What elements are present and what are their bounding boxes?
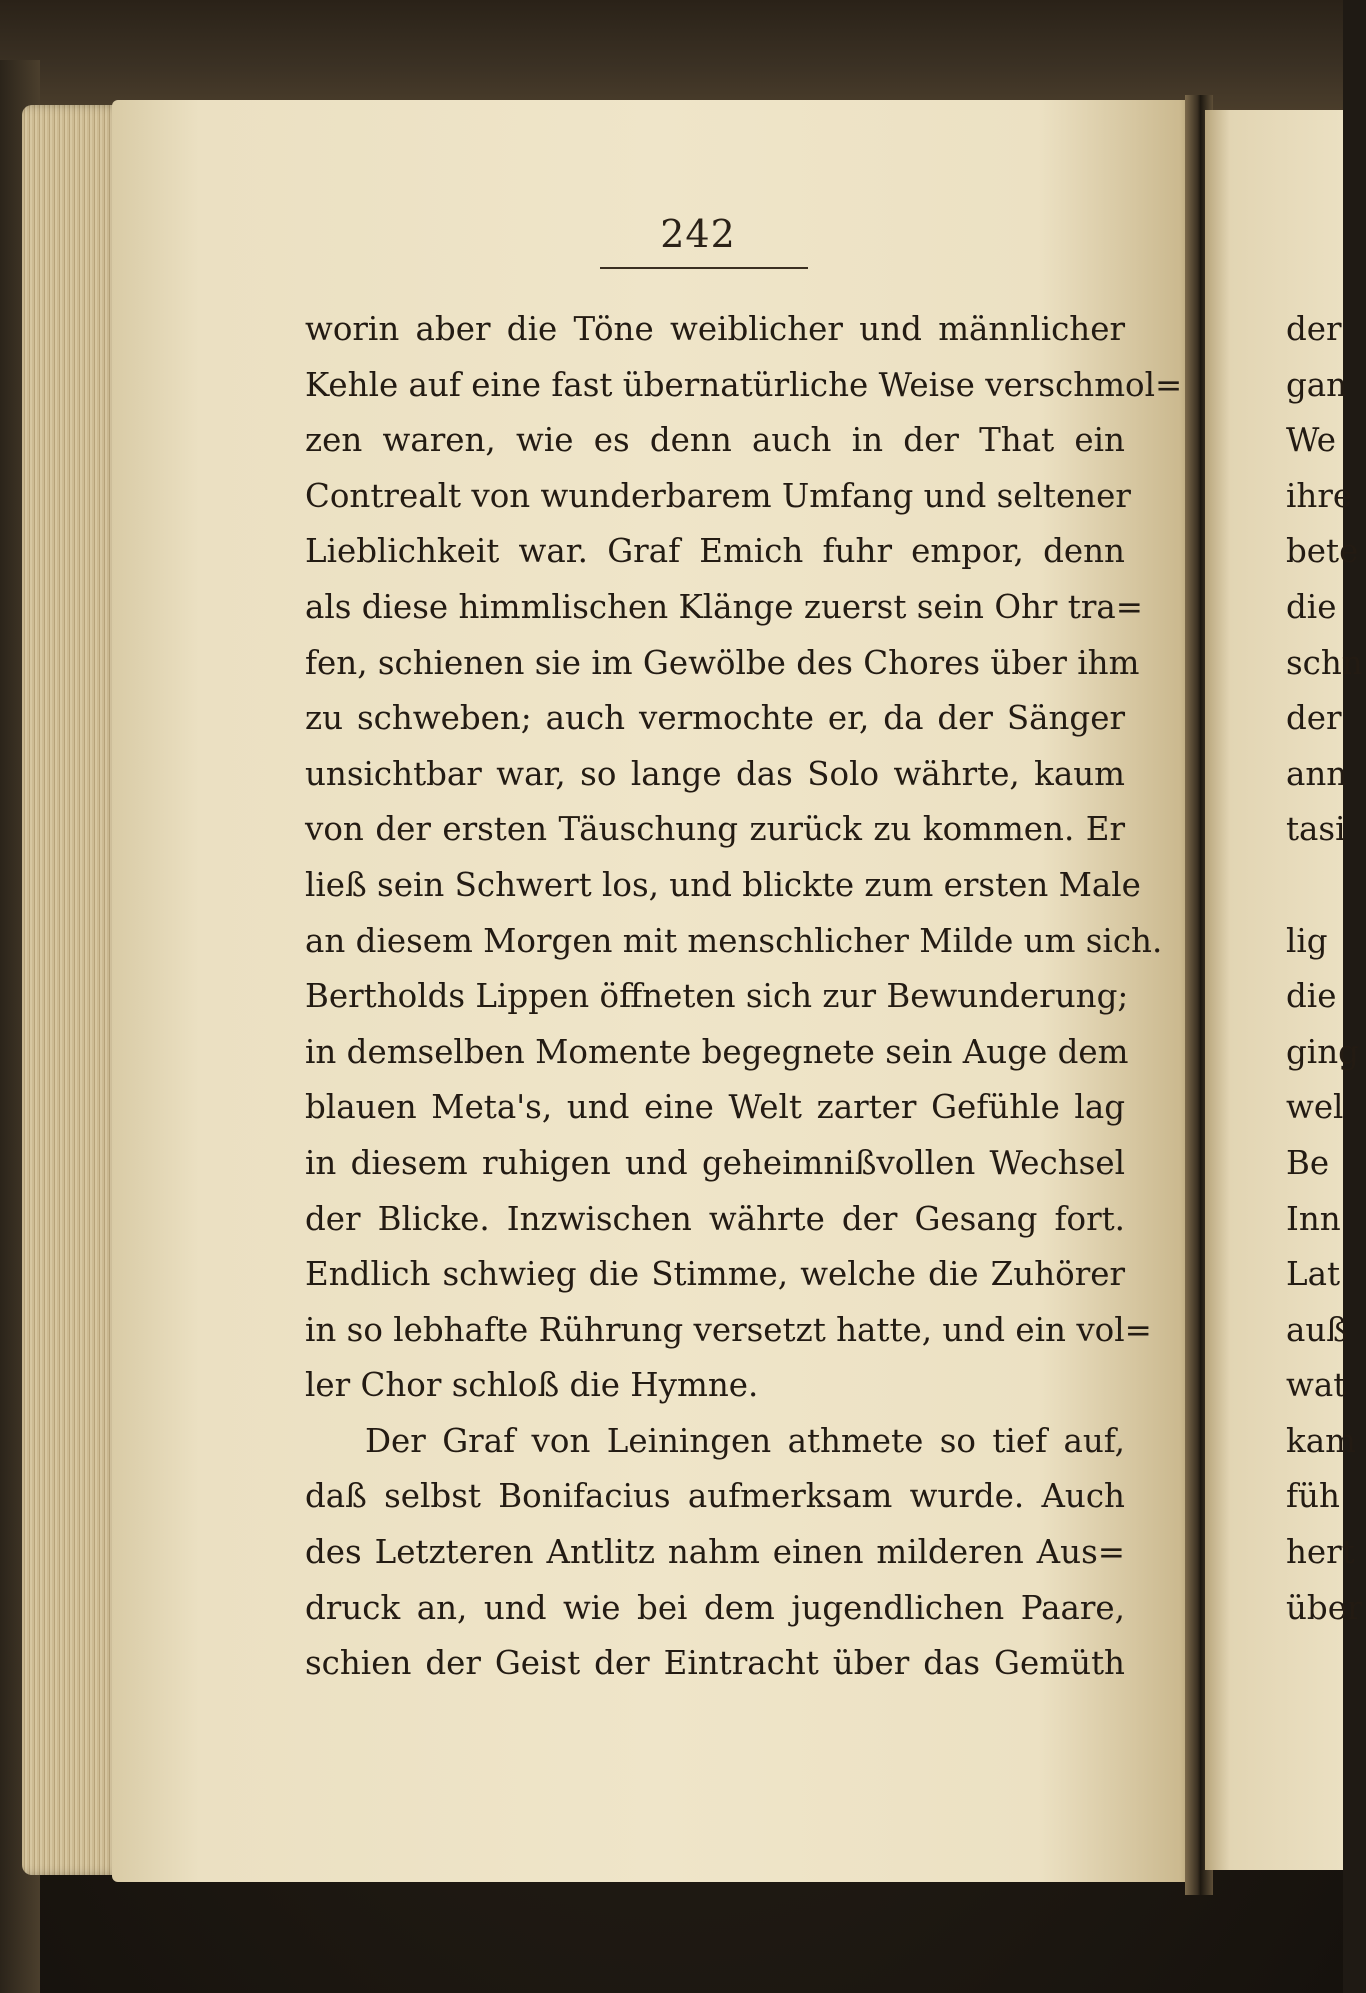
- paragraph-start-line: Der Graf von Leiningen athmete so tief auf,: [365, 1421, 1125, 1460]
- right-fragment: die: [1286, 587, 1337, 626]
- text-line: Bertholds Lippen öffneten sich zur Bewunderung;: [305, 977, 1129, 1016]
- right-fragment: der: [1286, 310, 1342, 348]
- text-line: Contrealt von wunderbarem Umfang und seltener: [305, 476, 1131, 515]
- text-line: fen, schienen sie im Gewölbe des Chores über ihm: [305, 643, 1140, 682]
- right-fragment: schn: [1286, 643, 1363, 682]
- text-line: Kehle auf eine fast übernatürliche Weise verschmol=: [305, 365, 1183, 404]
- right-fragment: Inn: [1286, 1199, 1341, 1238]
- right-fragment: auß: [1286, 1310, 1349, 1349]
- text-line: der Blicke. Inzwischen währte der Gesang fort.: [305, 1199, 1125, 1238]
- header-rule: [600, 267, 808, 269]
- book-cover-top: [0, 0, 1343, 110]
- text-line: in so lebhafte Rührung versetzt hatte, und ein vol=: [305, 1310, 1152, 1349]
- paragraph-end-line: ler Chor schloß die Hymne.: [305, 1366, 759, 1405]
- right-fragment: wel: [1286, 1088, 1344, 1127]
- text-line: Lieblichkeit war. Graf Emich fuhr empor, denn: [305, 532, 1125, 571]
- text-line: unsichtbar war, so lange das Solo währte, kaum: [305, 754, 1125, 793]
- page-stack-edges: [22, 105, 122, 1875]
- text-line: in demselben Momente begegnete sein Auge dem: [305, 1032, 1129, 1071]
- text-line: druck an, und wie bei dem jugendlichen Paare,: [305, 1588, 1125, 1627]
- text-line: worin aber die Töne weiblicher und männlicher: [305, 310, 1125, 348]
- right-fragment: füh: [1286, 1477, 1340, 1516]
- right-fragment: ihre: [1286, 476, 1353, 515]
- text-line: blauen Meta's, und eine Welt zarter Gefühle lag: [305, 1088, 1125, 1127]
- text-line: des Letzteren Antlitz nahm einen milderen Aus=: [305, 1533, 1125, 1572]
- right-fragment: ging: [1286, 1032, 1359, 1071]
- right-fragment: bete: [1286, 532, 1359, 571]
- right-fragment: [1286, 858, 1366, 914]
- right-fragment: über: [1286, 1588, 1363, 1627]
- text-line: an diesem Morgen mit menschlicher Milde um sich.: [305, 921, 1163, 960]
- text-line: in diesem ruhigen und geheimnißvollen Wechsel: [305, 1143, 1125, 1182]
- text-line: schien der Geist der Eintracht über das Gemüth: [305, 1644, 1125, 1683]
- right-fragment: wat: [1286, 1366, 1347, 1405]
- right-fragment: Lat: [1286, 1255, 1341, 1294]
- right-fragment: ann: [1286, 754, 1348, 793]
- text-line: als diese himmlischen Klänge zuerst sein Ohr tra=: [305, 587, 1143, 626]
- text-line: von der ersten Täuschung zurück zu kommen. Er: [305, 810, 1125, 849]
- text-line: Endlich schwieg die Stimme, welche die Zuhörer: [305, 1255, 1125, 1294]
- right-fragment: Be: [1286, 1143, 1330, 1182]
- page-number: 242: [660, 212, 736, 256]
- right-fragment: We: [1286, 421, 1336, 460]
- right-fragment: der: [1286, 699, 1342, 738]
- text-line: daß selbst Bonifacius aufmerksam wurde. Auch: [305, 1477, 1125, 1516]
- right-fragment: lig: [1286, 921, 1328, 960]
- text-line: zu schweben; auch vermochte er, da der Sänger: [305, 699, 1125, 738]
- right-fragment: kam: [1286, 1421, 1356, 1460]
- right-fragment: tasi: [1286, 810, 1346, 849]
- text-line: ließ sein Schwert los, und blickte zum ersten Male: [305, 865, 1141, 904]
- right-page-text-fragments: [1286, 302, 1366, 1636]
- right-fragment: die: [1286, 977, 1337, 1016]
- right-fragment: gan: [1286, 365, 1348, 404]
- body-text: [305, 302, 1183, 1692]
- right-fragment: hert: [1286, 1533, 1355, 1572]
- text-line: zen waren, wie es denn auch in der That ein: [305, 421, 1125, 460]
